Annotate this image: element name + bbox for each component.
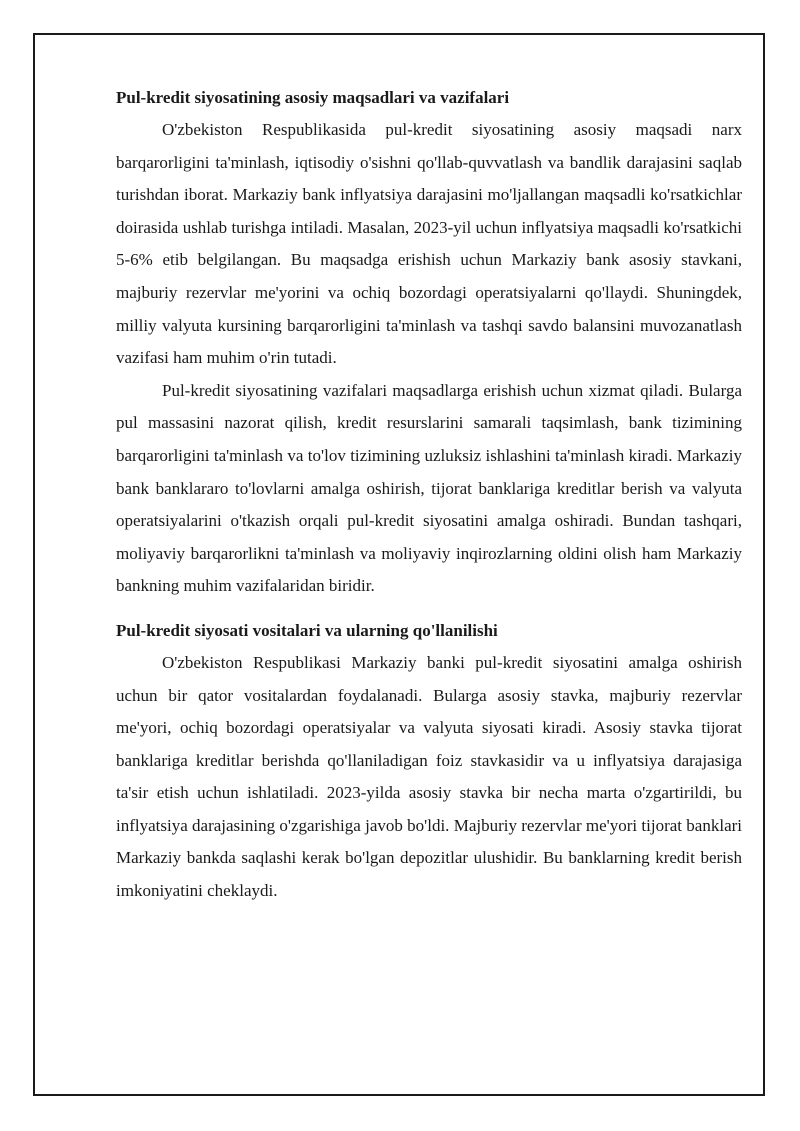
paragraph-goals-1: O'zbekiston Respublikasida pul-kredit siyosatining asosiy maqsadi narx barqarorligini ta'minlash, iqtisodiy o'sishni qo'llab-quvvatlash va bandlik darajasini saqlab turishdan iborat. Markaziy bank inflyatsiya darajasini mo'ljallangan maqsadli ko'rsatkichlar doirasida ushlab turishga intiladi. Masalan, 2023-yil uchun inflyatsiya maqsadli ko'rsatkichi 5-6% etib belgilangan. Bu maqsadga erishish uchun Markaziy bank asosiy stavkani, majburiy rezervlar me'yorini va ochiq bozordagi operatsiyalarni qo'llaydi. Shuningdek, milliy valyuta kursining barqarorligini ta'minlash va tashqi savdo balansini muvozanatlash vazifasi ham muhim o'rin tutadi. [116,120,742,368]
section-heading-instruments: Pul-kredit siyosati vositalari va ularning qo'llanilishi [116,620,498,640]
section-heading-goals: Pul-kredit siyosatining asosiy maqsadlari va vazifalari [116,88,510,107]
paragraph-goals-2: Pul-kredit siyosatining vazifalari maqsadlarga erishish uchun xizmat qiladi. Bularga pul massasini nazorat qilish, kredit resurslarini samarali taqsimlash, bank tizimining barqarorligini ta'minlash va to'lov tizimining uzluksiz ishlashini ta'minlash kiradi. Markaziy bank banklararo to'lovlarni amalga oshirish, tijorat banklariga kreditlar berish va valyuta operatsiyalarini o'tkazish orqali pul-kredit siyosatini amalga oshiradi. Bundan tashqari, moliyaviy barqarorlikni ta'minlash va moliyaviy inqirozlarning oldini olish ham Markaziy bankning muhim vazifalaridan biridir. [116,380,742,596]
document-body [116,82,742,908]
paragraph-instruments-1: O'zbekiston Respublikasi Markaziy banki pul-kredit siyosatini amalga oshirish uchun bir qator vositalardan foydalanadi. Bularga asosiy stavka, majburiy rezervlar me'yori, ochiq bozordagi operatsiyalar va valyuta siyosati kiradi. Asosiy stavka tijorat banklariga kreditlar berishda qo'llaniladigan foiz stavkasidir va u inflyatsiya darajasiga ta'sir etish uchun ishlatiladi. 2023-yilda asosiy stavka bir necha marta o'zgartirildi, bu inflyatsiya darajasining o'zgarishiga javob bo'ldi. Majburiy rezervlar me'yori tijorat banklari Markaziy bankda saqlashi kerak bo'lgan depozitlar ulushidir. Bu banklarning kredit berish imkoniyatini cheklaydi. [116,652,742,901]
